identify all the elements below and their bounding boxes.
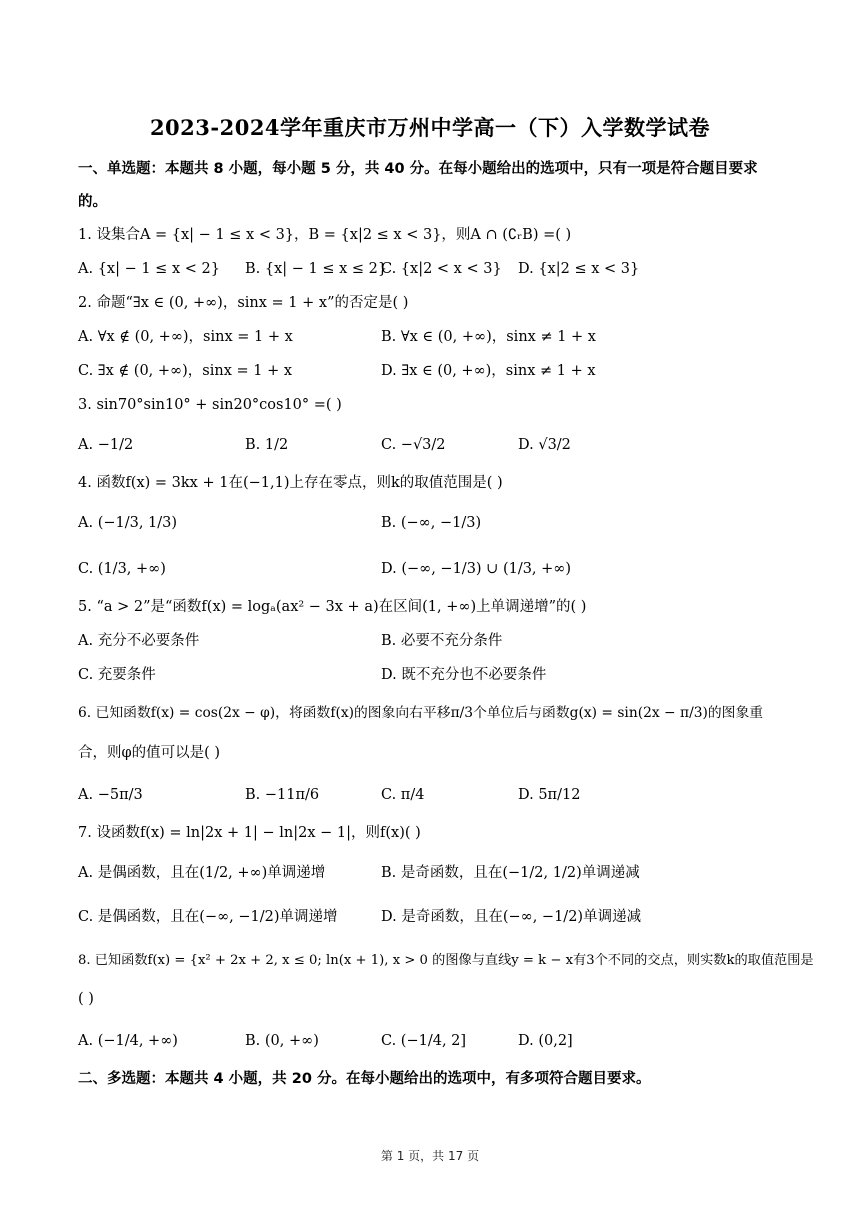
section-1-header-line2: 的。 — [78, 194, 107, 210]
question-2-stem: 2. 命题“∃x ∈ (0, +∞)，sinx = 1 + x”的否定是( ) — [78, 295, 409, 311]
q5-option-c: C. 充要条件 — [78, 667, 156, 683]
q6-option-a: A. −5π/3 — [78, 787, 143, 803]
q4-option-c: C. (1/3, +∞) — [78, 561, 166, 577]
q3-option-d: D. √3/2 — [518, 437, 571, 453]
q4-option-d: D. (−∞, −1/3) ∪ (1/3, +∞) — [381, 561, 572, 577]
q6-option-b: B. −11π/6 — [245, 787, 320, 803]
q2-option-b: B. ∀x ∈ (0, +∞)，sinx ≠ 1 + x — [381, 329, 596, 345]
q1-option-a: A. {x| − 1 ≤ x < 2} — [78, 261, 220, 277]
question-4-options-row2 — [78, 552, 788, 586]
q8-option-d: D. (0,2] — [518, 1033, 573, 1049]
section-1-header-line1: 一、单选题：本题共 8 小题，每小题 5 分，共 40 分。在每小题给出的选项中，只有一项是符合题目要求 — [78, 161, 758, 177]
q5-option-b: B. 必要不充分条件 — [381, 633, 503, 649]
question-5-stem: 5. “a > 2”是“函数f(x) = logₐ(ax² − 3x + a)在区间(1, +∞)上单调递增”的( ) — [78, 599, 587, 615]
question-5-options-row2 — [78, 658, 788, 692]
question-3-stem: 3. sin70°sin10° + sin20°cos10° =( ) — [78, 397, 342, 413]
question-2-options-row1 — [78, 320, 788, 354]
question-2-options-row2 — [78, 354, 788, 388]
section-2-header: 二、多选题：本题共 4 小题，共 20 分。在每小题给出的选项中，有多项符合题目要求。 — [78, 1071, 651, 1087]
question-6-options — [78, 778, 788, 812]
exam-title: 2023-2024学年重庆市万州中学高一（下）入学数学试卷 — [149, 115, 711, 140]
q5-option-a: A. 充分不必要条件 — [78, 633, 200, 649]
question-5-options-row1 — [78, 624, 788, 658]
question-4-options-row1 — [78, 506, 788, 540]
q3-option-a: A. −1/2 — [78, 437, 134, 453]
question-7-options-row2 — [78, 900, 788, 934]
q4-option-a: A. (−1/3, 1/3) — [78, 515, 178, 531]
question-4-stem: 4. 函数f(x) = 3kx + 1在(−1,1)上存在零点，则k的取值范围是( ) — [78, 475, 503, 491]
q2-option-c: C. ∃x ∉ (0, +∞)，sinx = 1 + x — [78, 363, 293, 379]
page-footer: 第 1 页，共 17 页 — [380, 1149, 480, 1163]
question-7-stem: 7. 设函数f(x) = ln|2x + 1| − ln|2x − 1|，则f(x)( ) — [78, 825, 421, 841]
question-6-stem: 6. 已知函数f(x) = cos(2x − φ)，将函数f(x)的图象向右平移π/3个单位后与函数g(x) = sin(2x − π/3)的图象重 — [78, 705, 764, 721]
question-8-options — [78, 1024, 788, 1058]
question-1-stem: 1. 设集合A = {x| − 1 ≤ x < 3}，B = {x|2 ≤ x < 3}，则A ∩ (∁ᵣB) =( ) — [78, 227, 572, 243]
q1-option-d: D. {x|2 ≤ x < 3} — [518, 261, 640, 277]
question-8-stem-line2: ( ) — [78, 991, 94, 1007]
q8-option-c: C. (−1/4, 2] — [381, 1033, 467, 1049]
q6-option-c: C. π/4 — [381, 787, 425, 803]
q5-option-d: D. 既不充分也不必要条件 — [381, 667, 547, 683]
question-3-options — [78, 428, 788, 462]
question-6-stem-line2: 合，则φ的值可以是( ) — [78, 745, 221, 761]
q3-option-c: C. −√3/2 — [381, 437, 446, 453]
q8-option-b: B. (0, +∞) — [245, 1033, 319, 1049]
q4-option-b: B. (−∞, −1/3) — [381, 515, 482, 531]
q7-option-d: D. 是奇函数，且在(−∞, −1/2)单调递减 — [381, 909, 642, 925]
q7-option-b: B. 是奇函数，且在(−1/2, 1/2)单调递减 — [381, 865, 640, 881]
q1-option-b: B. {x| − 1 ≤ x ≤ 2} — [245, 261, 388, 277]
q2-option-d: D. ∃x ∈ (0, +∞)，sinx ≠ 1 + x — [381, 363, 596, 379]
q6-option-d: D. 5π/12 — [518, 787, 581, 803]
q3-option-b: B. 1/2 — [245, 437, 289, 453]
question-1-options — [78, 252, 788, 286]
q7-option-a: A. 是偶函数，且在(1/2, +∞)单调递增 — [78, 865, 326, 881]
q7-option-c: C. 是偶函数，且在(−∞, −1/2)单调递增 — [78, 909, 338, 925]
q8-option-a: A. (−1/4, +∞) — [78, 1033, 178, 1049]
q1-option-c: C. {x|2 < x < 3} — [381, 261, 502, 277]
question-7-options-row1 — [78, 856, 788, 890]
question-8-stem: 8. 已知函数f(x) = {x² + 2x + 2, x ≤ 0; ln(x + 1), x > 0 的图像与直线y = k − x有3个不同的交点，则实数k的取值范围是 — [78, 953, 814, 968]
q2-option-a: A. ∀x ∉ (0, +∞)，sinx = 1 + x — [78, 329, 293, 345]
